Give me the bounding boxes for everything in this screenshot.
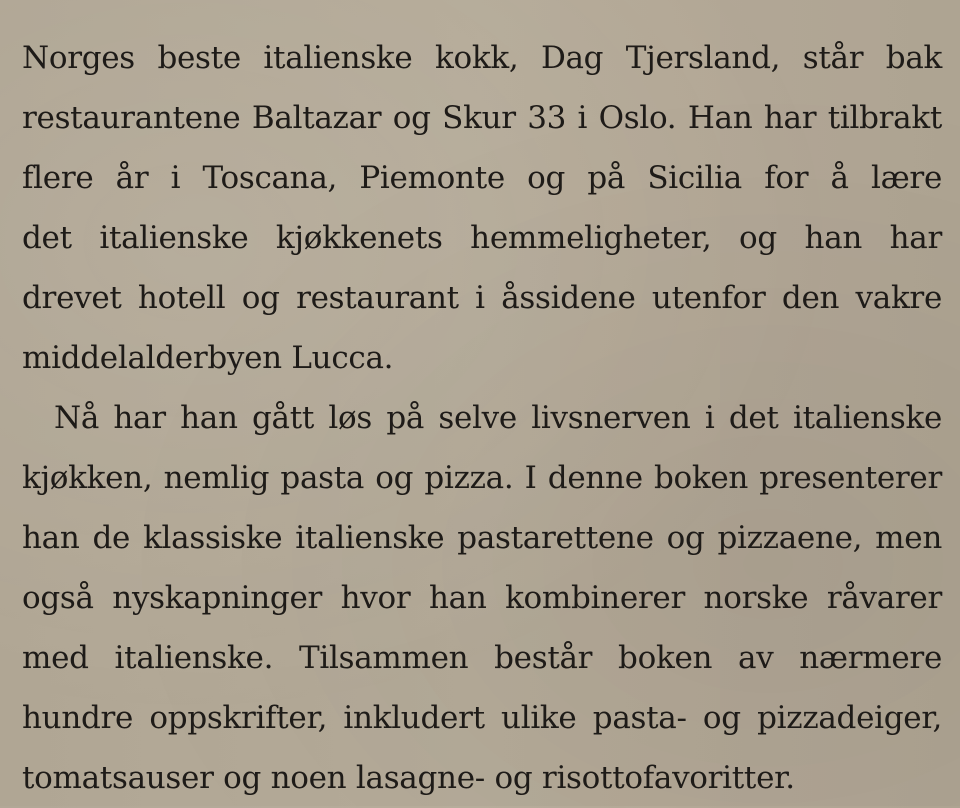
- text-line: han de klassiske italienske pastarettene og pizzaene, men: [22, 520, 942, 556]
- text-line: drevet hotell og restaurant i åssidene utenfor den vakre: [22, 280, 942, 316]
- text-line: tomatsauser og noen lasagne- og risottofavoritter.: [22, 760, 795, 796]
- text-line: flere år i Toscana, Piemonte og på Sicilia for å lære: [22, 160, 942, 196]
- text-line: hundre oppskrifter, inkludert ulike pasta- og pizzadeiger,: [22, 700, 942, 736]
- text-line: kjøkken, nemlig pasta og pizza. I denne boken presenterer: [22, 460, 942, 496]
- text-line: det italienske kjøkkenets hemmeligheter, og han har: [22, 220, 942, 256]
- blurb-text: [22, 28, 942, 808]
- paragraph-1: [22, 28, 942, 388]
- paragraph-2: [22, 388, 942, 808]
- text-line: Norges beste italienske kokk, Dag Tjersland, står bak: [22, 40, 942, 76]
- text-line: restaurantene Baltazar og Skur 33 i Oslo. Han har tilbrakt: [22, 100, 942, 136]
- text-line: Nå har han gått løs på selve livsnerven i det italienske: [54, 400, 942, 436]
- text-line: med italienske. Tilsammen består boken av nærmere: [22, 640, 942, 676]
- text-line: også nyskapninger hvor han kombinerer norske råvarer: [22, 580, 942, 616]
- text-line: middelalderbyen Lucca.: [22, 340, 394, 376]
